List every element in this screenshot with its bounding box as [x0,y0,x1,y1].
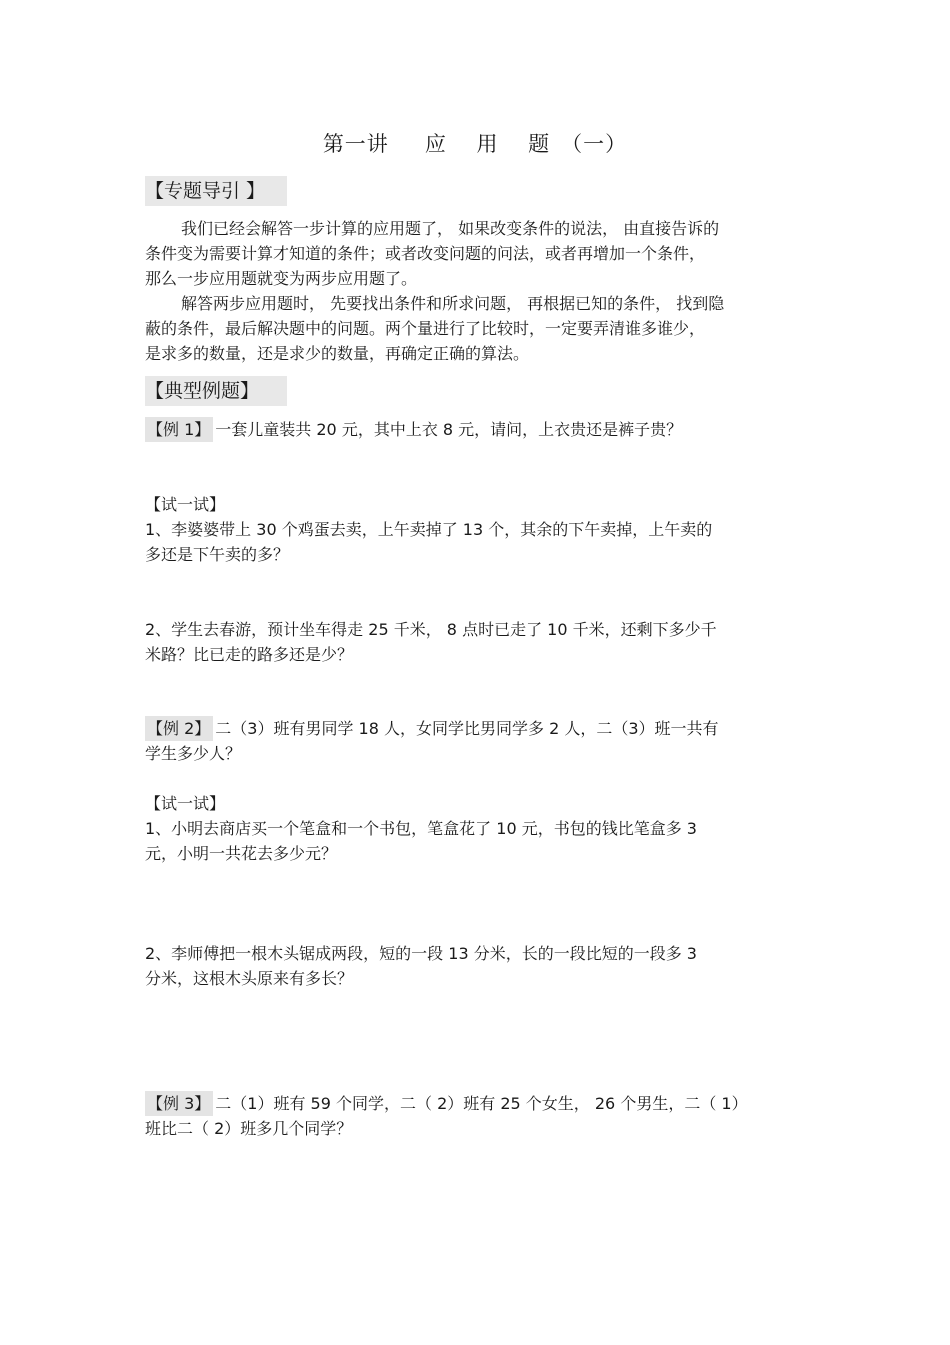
intro-line: 是求多的数量，还是求少的数量，再确定正确的算法。 [145,344,530,363]
intro-line: 条件变为需要计算才知道的条件；或者改变问题的问法，或者再增加一个条件， [145,244,706,263]
try-label-1: 【试一试】 [145,495,226,514]
try-question-2-1 [145,816,810,866]
intro-line: 我们已经会解答一步计算的应用题了， 如果改变条件的说法， 由直接告诉的 [181,219,720,238]
try-label-2: 【试一试】 [145,794,226,813]
try-question-1-1 [145,517,810,567]
question-line: 1、小明去商店买一个笔盒和一个书包，笔盒花了 10 元，书包的钱比笔盒多 3 [145,819,697,838]
intro-line: 解答两步应用题时， 先要找出条件和所求问题， 再根据已知的条件， 找到隐 [181,294,725,313]
intro-line: 那么一步应用题就变为两步应用题了。 [145,269,418,288]
title-topic: 应 用 题 [424,132,562,156]
title-lecture: 第一讲 [322,132,389,156]
example-2-text: 二（3）班有男同学 18 人，女同学比男同学多 2 人，二（3）班一共有 [215,719,719,738]
example-1 [145,417,810,442]
intro-label: 【专题导引 】 [145,176,287,206]
example-3 [145,1091,810,1141]
question-line: 米路？比已走的路多还是少？ [145,645,354,664]
try-question-2-2 [145,941,810,991]
example-1-text: 一套儿童装共 20 元，其中上衣 8 元，请问，上衣贵还是裤子贵？ [215,420,683,439]
intro-line: 蔽的条件，最后解决题中的问题。两个量进行了比较时，一定要弄清谁多谁少， [145,319,706,338]
example-1-tag: 【例 1】 [145,417,213,442]
question-line: 元，小明一共花去多少元？ [145,844,338,863]
example-2 [145,716,810,766]
example-3-tag: 【例 3】 [145,1091,213,1116]
question-line: 分米，这根木头原来有多长？ [145,969,354,988]
example-2-text-cont: 学生多少人？ [145,744,242,763]
example-3-text: 二（1）班有 59 个同学，二（ 2）班有 25 个女生， 26 个男生，二（ 1） [215,1094,748,1113]
page-title [0,128,950,158]
intro-paragraph [145,216,805,366]
question-line: 2、学生去春游，预计坐车得走 25 千米， 8 点时已走了 10 千米，还剩下多少千 [145,620,717,639]
question-line: 2、李师傅把一根木头锯成两段，短的一段 13 分米，长的一段比短的一段多 3 [145,944,697,963]
title-part: （一） [561,132,628,156]
examples-label: 【典型例题】 [145,376,287,406]
example-2-tag: 【例 2】 [145,716,213,741]
question-line: 1、李婆婆带上 30 个鸡蛋去卖，上午卖掉了 13 个，其余的下午卖掉，上午卖的 [145,520,713,539]
try-question-1-2 [145,617,810,667]
example-3-text-cont: 班比二（ 2）班多几个同学？ [145,1119,353,1138]
question-line: 多还是下午卖的多？ [145,545,290,564]
